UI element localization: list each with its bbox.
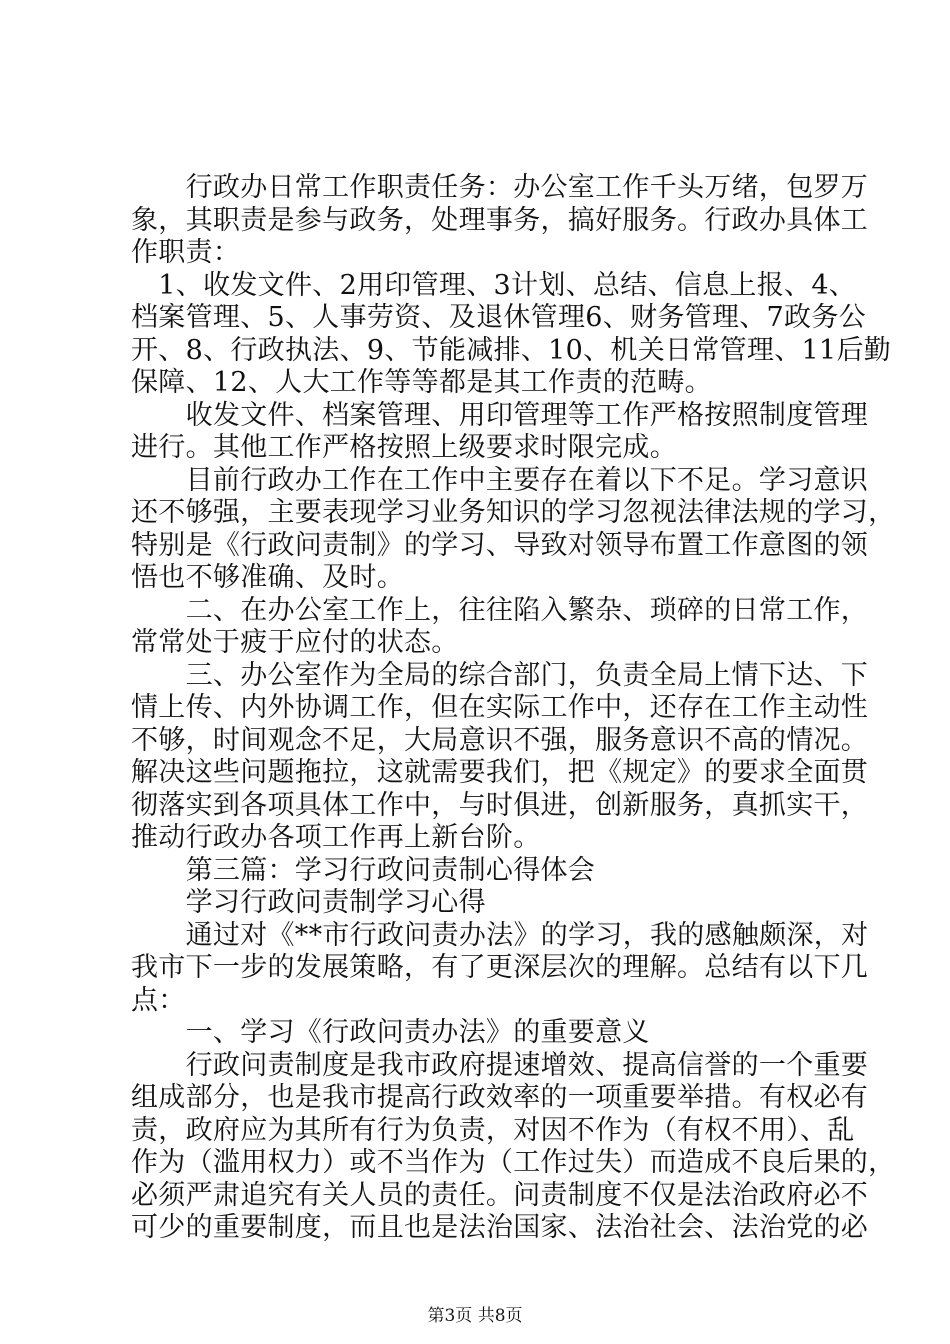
text-line: 作职责： bbox=[131, 237, 241, 268]
text-line: 一、学习《行政问责办法》的重要意义 bbox=[131, 1017, 650, 1048]
text-line: 象，其职责是参与政务，处理事务，搞好服务。行政办具体工 bbox=[131, 204, 869, 236]
text-line: 特别是《行政问责制》的学习、导致对领导布置工作意图的领 bbox=[131, 529, 869, 561]
text-line: 进行。其他工作严格按照上级要求时限完成。 bbox=[131, 432, 677, 463]
text-line: 解决这些问题拖拉，这就需要我们，把《规定》的要求全面贯 bbox=[131, 757, 869, 788]
text-line: 常常处于疲于应付的状态。 bbox=[131, 627, 459, 658]
text-line: 档案管理、5、人事劳资、及退休管理6、财务管理、7政务公 bbox=[131, 302, 866, 333]
text-line: 开、8、行政执法、9、节能减排、10、机关日常管理、11后勤 bbox=[131, 334, 892, 366]
text-line: 悟也不够准确、及时。 bbox=[131, 562, 404, 593]
text-line: 不够，时间观念不足，大局意识不强，服务意识不高的情况。 bbox=[131, 724, 869, 756]
text-line: 二、在办公室工作上，往往陷入繁杂、琐碎的日常工作， bbox=[131, 594, 869, 626]
text-line: 保障、12、人大工作等等都是其工作责的范畴。 bbox=[131, 367, 712, 398]
page-footer: 第3页 共8页 bbox=[427, 1306, 523, 1326]
text-line: 彻落实到各项具体工作中，与时俱进，创新服务，真抓实干， bbox=[131, 789, 869, 821]
text-line: 必须严肃追究有关人员的责任。问责制度不仅是法治政府必不 bbox=[131, 1179, 869, 1211]
text-line: 三、办公室作为全局的综合部门，负责全局上情下达、下 bbox=[131, 659, 869, 691]
text-line: 通过对《**市行政问责办法》的学习，我的感触颇深，对 bbox=[131, 919, 869, 951]
text-line: 可少的重要制度，而且也是法治国家、法治社会、法治党的必 bbox=[131, 1212, 869, 1243]
text-line: 收发文件、档案管理、用印管理等工作严格按照制度管理 bbox=[131, 399, 869, 431]
text-line: 还不够强，主要表现学习业务知识的学习忽视法律法规的学习， bbox=[131, 497, 896, 528]
text-line: 学习行政问责制学习心得 bbox=[131, 887, 486, 918]
text-line: 行政办日常工作职责任务：办公室工作千头万绪，包罗万 bbox=[131, 172, 869, 203]
text-line: 1、收发文件、2用印管理、3计划、总结、信息上报、4、 bbox=[131, 269, 857, 301]
text-line: 责，政府应为其所有行为负责，对因不作为（有权不用）、乱 bbox=[131, 1114, 855, 1146]
text-line: 作为（滥用权力）或不当作为（工作过失）而造成不良后果的， bbox=[131, 1147, 896, 1178]
text-line: 目前行政办工作在工作中主要存在着以下不足。学习意识 bbox=[131, 464, 869, 496]
text-line: 第三篇：学习行政问责制心得体会 bbox=[131, 854, 596, 886]
text-line: 行政问责制度是我市政府提速增效、提高信誉的一个重要 bbox=[131, 1049, 869, 1081]
text-line: 点： bbox=[131, 984, 186, 1016]
text-line: 组成部分，也是我市提高行政效率的一项重要举措。有权必有 bbox=[131, 1082, 869, 1113]
text-line: 我市下一步的发展策略，有了更深层次的理解。总结有以下几 bbox=[131, 952, 869, 983]
text-line: 情上传、内外协调工作，但在实际工作中，还存在工作主动性 bbox=[131, 692, 869, 723]
text-line: 推动行政办各项工作再上新台阶。 bbox=[131, 822, 541, 853]
